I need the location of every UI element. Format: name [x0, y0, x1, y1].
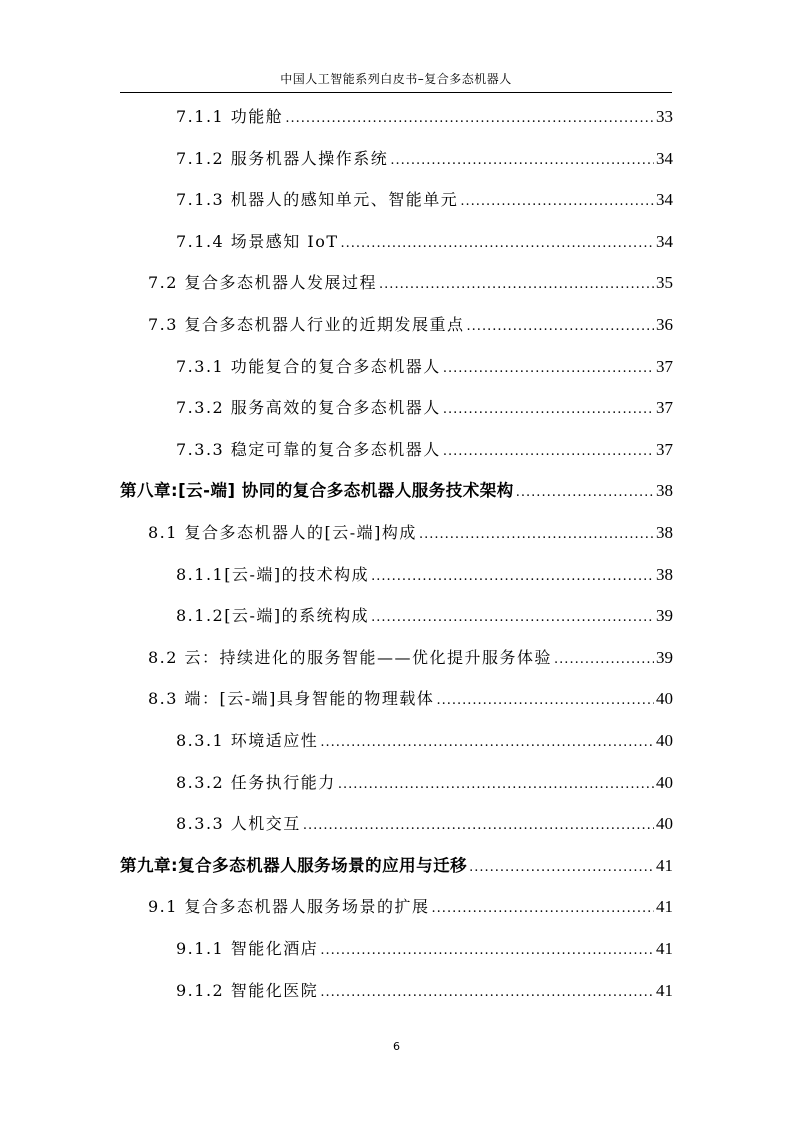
toc-dot-leader — [460, 189, 654, 215]
toc-entry[interactable] — [148, 894, 673, 920]
toc-entry[interactable] — [176, 728, 673, 754]
toc-entry-page: 39 — [656, 606, 673, 626]
toc-entry[interactable] — [148, 686, 673, 712]
toc-entry-page: 33 — [656, 107, 673, 126]
page-number: 6 — [393, 1040, 400, 1053]
toc-entry-page: 35 — [656, 273, 673, 293]
toc-entry-title: 8.3.1 环境适应性 — [176, 731, 319, 750]
toc-entry-title: 8.1 复合多态机器人的[云-端]构成 — [148, 523, 417, 542]
toc-dot-leader — [436, 688, 654, 714]
toc-entry[interactable] — [176, 978, 673, 1004]
toc-entry[interactable] — [176, 603, 673, 629]
toc-entry[interactable] — [176, 229, 673, 255]
toc-entry-page: 37 — [656, 398, 673, 418]
toc-entry[interactable] — [176, 104, 673, 130]
toc-dot-leader — [371, 605, 654, 631]
toc-dot-leader — [338, 772, 654, 798]
toc-entry-page: 40 — [656, 814, 673, 834]
toc-entry-title: 第九章:复合多态机器人服务场景的应用与迁移 — [120, 855, 468, 875]
toc-dot-leader — [320, 730, 654, 756]
toc-entry-page: 37 — [656, 439, 673, 459]
toc-entry[interactable] — [176, 770, 673, 796]
toc-entry[interactable] — [120, 478, 673, 504]
toc-dot-leader — [443, 397, 654, 423]
toc-entry[interactable] — [148, 645, 673, 671]
toc-entry-page: 37 — [656, 356, 673, 376]
toc-entry[interactable] — [148, 520, 673, 546]
toc-dot-leader — [432, 896, 654, 922]
toc-entry-page: 40 — [656, 772, 673, 792]
toc-entry[interactable] — [176, 187, 673, 213]
toc-dot-leader — [285, 106, 654, 132]
toc-entry[interactable] — [176, 354, 673, 380]
toc-entry-page: 41 — [656, 897, 673, 917]
toc-entry[interactable] — [176, 395, 673, 421]
toc-entry-page: 34 — [656, 190, 673, 210]
toc-entry-title: 7.3.1 功能复合的复合多态机器人 — [176, 356, 441, 376]
toc-entry[interactable] — [176, 811, 673, 837]
toc-entry-page: 41 — [656, 855, 673, 875]
toc-dot-leader — [419, 522, 654, 548]
toc-entry-page: 34 — [656, 148, 673, 168]
toc-entry-page: 38 — [656, 564, 673, 584]
toc-entry-page: 36 — [656, 315, 673, 334]
toc-entry-title: 9.1 复合多态机器人服务场景的扩展 — [148, 897, 430, 917]
toc-dot-leader — [554, 647, 654, 673]
toc-dot-leader — [443, 439, 654, 465]
toc-entry[interactable] — [176, 562, 673, 588]
toc-dot-leader — [516, 480, 654, 506]
toc-entry[interactable] — [148, 312, 673, 338]
toc-entry-title: 9.1.2 智能化医院 — [176, 980, 319, 1000]
toc-dot-leader — [303, 813, 654, 839]
toc-entry-title: 7.3.3 稳定可靠的复合多态机器人 — [176, 439, 441, 459]
toc-entry-title: 9.1.1 智能化酒店 — [176, 939, 319, 958]
toc-entry-page: 38 — [656, 523, 673, 542]
toc-entry-title: 8.2 云：持续进化的服务智能——优化提升服务体验 — [148, 647, 553, 667]
toc-entry[interactable] — [148, 270, 673, 296]
toc-entry-page: 40 — [656, 731, 673, 750]
toc-entry[interactable] — [176, 437, 673, 463]
toc-entry[interactable] — [176, 936, 673, 962]
running-header: 中国人工智能系列白皮书–复合多态机器人 — [280, 72, 512, 86]
toc-entry-title: 7.3 复合多态机器人行业的近期发展重点 — [148, 315, 465, 334]
toc-dot-leader — [371, 564, 654, 590]
toc-entry-title: 7.1.2 服务机器人操作系统 — [176, 148, 389, 168]
toc-entry-page: 40 — [656, 689, 673, 709]
toc-entry-page: 41 — [656, 980, 673, 1000]
toc-dot-leader — [390, 148, 654, 174]
toc-entry-page: 38 — [656, 481, 673, 501]
toc-dot-leader — [379, 272, 654, 298]
toc-entry-title: 8.3.3 人机交互 — [176, 814, 301, 834]
toc-entry-title: 8.3.2 任务执行能力 — [176, 772, 336, 792]
toc-entry-page: 39 — [656, 647, 673, 667]
toc-entry[interactable] — [176, 146, 673, 172]
toc-entry-title: 7.3.2 服务高效的复合多态机器人 — [176, 398, 441, 418]
toc-entry-title: 8.1.2[云-端]的系统构成 — [176, 606, 370, 626]
toc-dot-leader — [320, 938, 654, 964]
toc-entry-title: 7.1.1 功能舱 — [176, 107, 284, 126]
toc-entry-title: 7.1.3 机器人的感知单元、智能单元 — [176, 190, 459, 210]
toc-entry-title: 8.1.1[云-端]的技术构成 — [176, 564, 370, 584]
toc-entry[interactable] — [120, 853, 673, 879]
toc-dot-leader — [443, 356, 654, 382]
toc-dot-leader — [467, 314, 654, 340]
toc-entry-page: 34 — [656, 231, 673, 251]
toc-entry-title: 8.3 端：[云-端]具身智能的物理载体 — [148, 689, 435, 709]
toc-entry-title: 第八章:[云-端] 协同的复合多态机器人服务技术架构 — [120, 481, 514, 501]
toc-dot-leader — [320, 980, 654, 1006]
toc-dot-leader — [341, 231, 654, 257]
toc-entry-title: 7.1.4 场景感知 IoT — [176, 231, 339, 251]
toc-dot-leader — [469, 855, 654, 881]
toc-entry-page: 41 — [656, 939, 673, 958]
toc-entry-title: 7.2 复合多态机器人发展过程 — [148, 273, 378, 293]
